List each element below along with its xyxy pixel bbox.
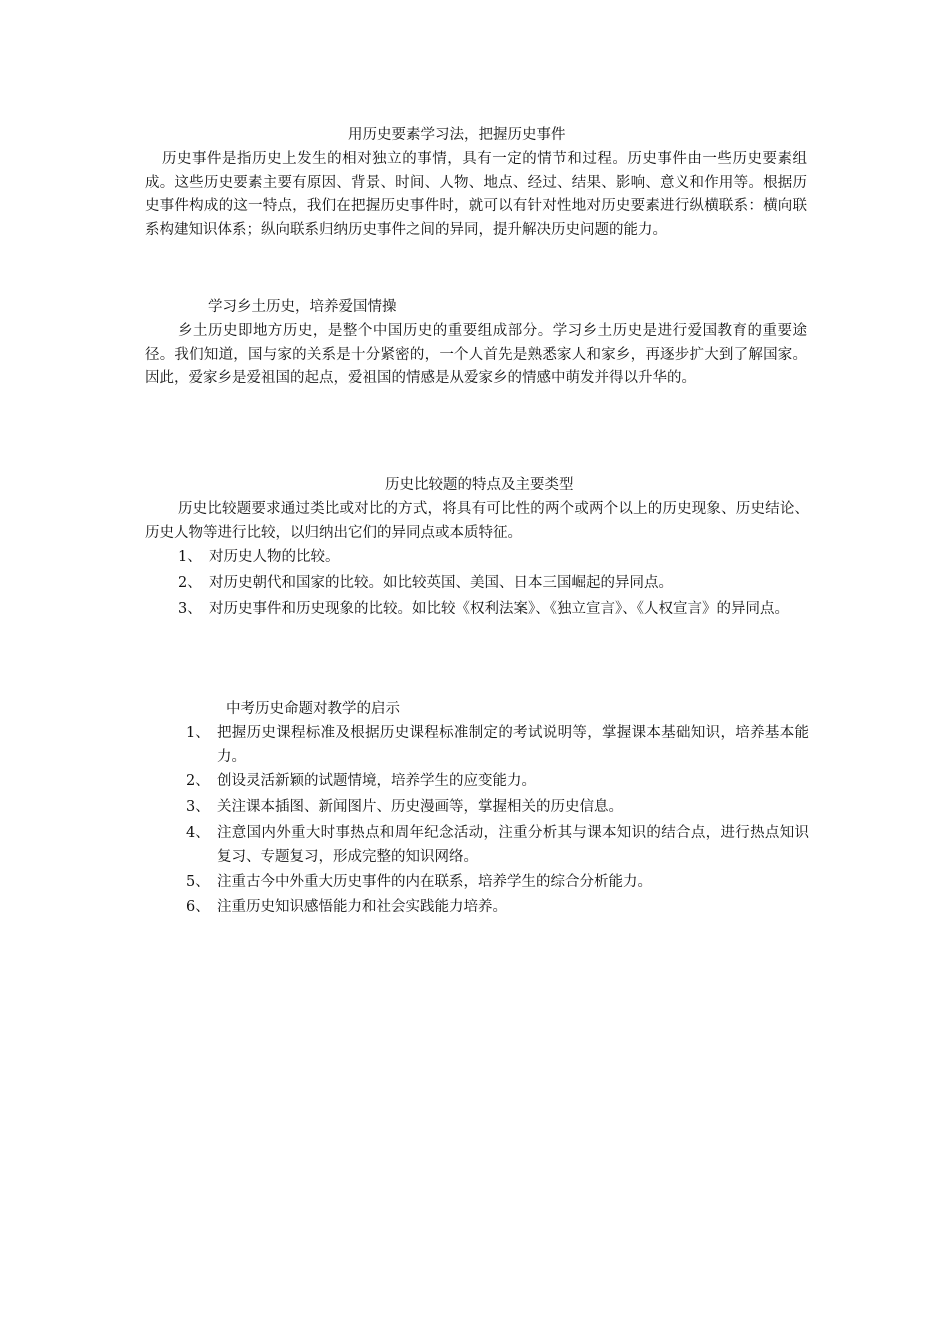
section-4-list-item: [186, 722, 809, 769]
section-3-title: 历史比较题的特点及主要类型: [385, 477, 574, 493]
section-1-title: 用历史要素学习法，把握历史事件: [348, 127, 566, 143]
section-4-list-item: [186, 871, 809, 895]
section-4-title: 中考历史命题对教学的启示: [226, 701, 400, 717]
section-2-title: 学习乡土历史，培养爱国情操: [208, 299, 397, 315]
list-item-text: 对历史人物的比较。: [209, 549, 340, 565]
list-item-text: 注重历史知识感悟能力和社会实践能力培养。: [217, 899, 507, 915]
list-number: 3、: [178, 601, 202, 617]
section-3-list-item: [178, 546, 809, 570]
list-number: 5、: [186, 874, 210, 890]
section-4-list-item: [186, 770, 809, 794]
list-item-text: 关注课本插图、新闻图片、历史漫画等，掌握相关的历史信息。: [217, 799, 623, 815]
section-4-list-item: [186, 796, 809, 820]
list-number: 1、: [186, 725, 210, 741]
section-3-list-item: [178, 572, 809, 596]
section-2-paragraph: 乡土历史即地方历史，是整个中国历史的重要组成部分。学习乡土历史是进行爱国教育的重要途径。我们知道，国与家的关系是十分紧密的，一个人首先是熟悉家人和家乡，再逐步扩大到了解国家。因此，爱家乡是爱祖国的起点，爱祖国的情感是从爱家乡的情感中萌发并得以升华的。: [145, 323, 807, 387]
list-item-text: 注意国内外重大时事热点和周年纪念活动，注重分析其与课本知识的结合点，进行热点知识复习、专题复习，形成完整的知识网络。: [217, 825, 809, 865]
list-item-text: 把握历史课程标准及根据历史课程标准制定的考试说明等，掌握课本基础知识，培养基本能力。: [217, 725, 809, 765]
list-item-text: 对历史事件和历史现象的比较。如比较《权利法案》、《独立宣言》、《人权宣言》的异同点。: [209, 601, 789, 617]
section-4-list-item: [186, 822, 809, 869]
section-3-list-item: [178, 598, 809, 622]
list-number: 6、: [186, 899, 210, 915]
section-3-paragraph: 历史比较题要求通过类比或对比的方式，将具有可比性的两个或两个以上的历史现象、历史结论、历史人物等进行比较，以归纳出它们的异同点或本质特征。: [145, 501, 809, 541]
list-number: 2、: [178, 575, 202, 591]
section-4-list-item: [186, 896, 809, 920]
list-item-text: 对历史朝代和国家的比较。如比较英国、美国、日本三国崛起的异同点。: [209, 575, 673, 591]
list-number: 2、: [186, 773, 210, 789]
list-number: 3、: [186, 799, 210, 815]
list-item-text: 创设灵活新颖的试题情境，培养学生的应变能力。: [217, 773, 536, 789]
list-item-text: 注重古今中外重大历史事件的内在联系，培养学生的综合分析能力。: [217, 874, 652, 890]
section-1-paragraph: 历史事件是指历史上发生的相对独立的事情，具有一定的情节和过程。历史事件由一些历史要素组成。这些历史要素主要有原因、背景、时间、人物、地点、经过、结果、影响、意义和作用等。根据历史事件构成的这一特点，我们在把握历史事件时，就可以有针对性地对历史要素进行纵横联系：横向联系构建知识体系；纵向联系归纳历史事件之间的异同，提升解决历史问题的能力。: [145, 151, 807, 239]
list-number: 4、: [186, 825, 210, 841]
list-number: 1、: [178, 549, 202, 565]
